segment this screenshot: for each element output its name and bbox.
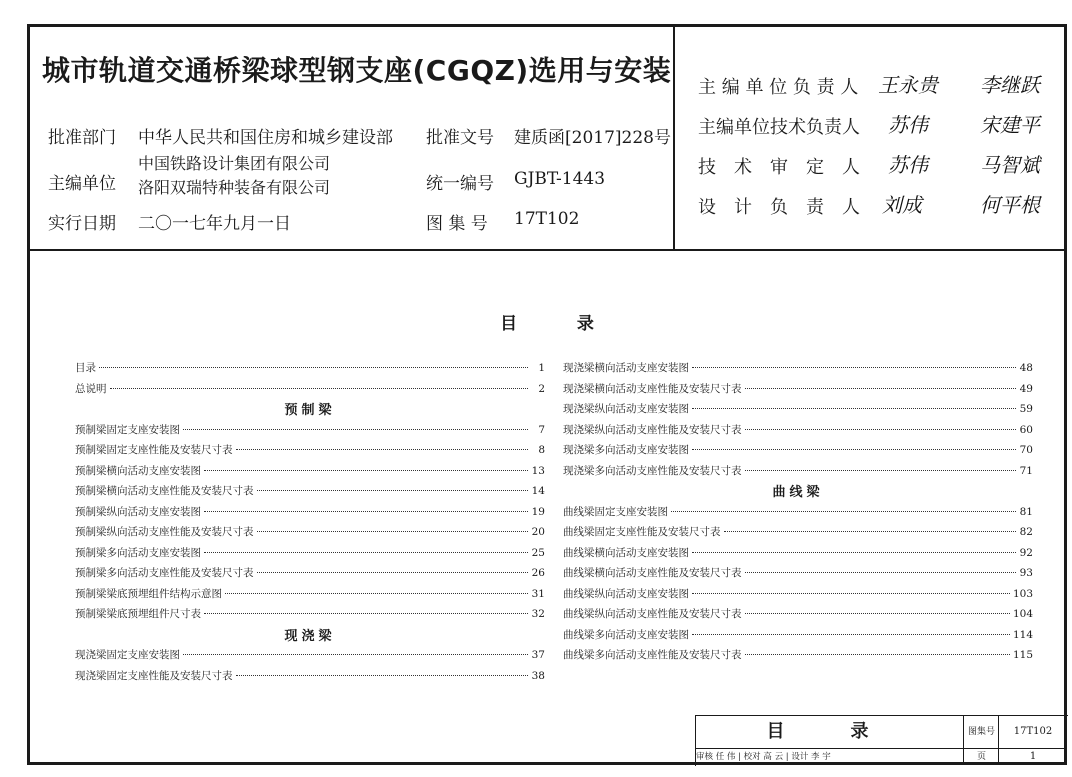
toc-entry-title: 现浇梁多向活动支座性能及安装尺寸表	[563, 464, 742, 477]
toc-entry-title: 预制梁固定支座安装图	[75, 423, 180, 436]
toc-entry[interactable]	[75, 463, 545, 484]
toc-entry-page: 92	[1019, 546, 1033, 559]
toc-entry-title: 曲线梁横向活动支座安装图	[563, 546, 689, 559]
resp-label-1: 主 编 单 位 负 责 人	[698, 77, 859, 98]
toc-entry[interactable]	[75, 606, 545, 627]
toc-entry-page: 70	[1019, 444, 1033, 456]
editor-unit-label: 主编单位	[48, 174, 116, 194]
toc-dot-leader	[204, 511, 528, 512]
unified-no-label: 统一编号	[426, 174, 494, 194]
atlas-title: 城市轨道交通桥梁球型钢支座(CGQZ)选用与安装	[42, 54, 672, 87]
toc-entry-page: 32	[531, 608, 545, 620]
toc-entry[interactable]	[563, 504, 1033, 525]
title-block	[695, 715, 1068, 766]
header-block	[30, 27, 1064, 251]
toc-entry[interactable]	[563, 524, 1033, 545]
toc-entry-page: 71	[1019, 464, 1033, 477]
toc-entry-title: 预制梁梁底预埋组件尺寸表	[75, 608, 201, 620]
toc-dot-leader	[257, 572, 529, 573]
toc-entry[interactable]	[75, 360, 545, 381]
toc-entry-page: 49	[1019, 382, 1033, 395]
toc-section-heading: 曲线梁	[772, 485, 824, 500]
toc-entry-title: 现浇梁横向活动支座安装图	[563, 362, 689, 374]
toc-entry-page: 115	[1012, 649, 1033, 661]
resp-label-2: 主编单位技术负责人	[698, 117, 860, 138]
approval-dept: 中华人民共和国住房和城乡建设部	[138, 128, 393, 148]
toc-entry-title: 曲线梁横向活动支座性能及安装尺寸表	[563, 567, 742, 579]
atlas-no: 17T102	[514, 209, 580, 229]
toc-dot-leader	[692, 552, 1016, 553]
drawing-frame	[27, 24, 1067, 765]
toc-dot-leader	[671, 511, 1016, 512]
toc-entry[interactable]	[563, 422, 1033, 443]
toc-entry-title: 曲线梁多向活动支座安装图	[563, 628, 689, 641]
toc-entry-title: 预制梁横向活动支座安装图	[75, 464, 201, 477]
toc-entry[interactable]	[563, 401, 1033, 422]
toc-entry-page: 60	[1019, 423, 1033, 436]
toc-dot-leader	[745, 613, 1010, 614]
toc-entry[interactable]	[75, 668, 545, 689]
toc-entry-page: 59	[1019, 403, 1033, 415]
titleblock-page-label: 页	[963, 749, 999, 765]
atlas-no-label: 图 集 号	[426, 214, 488, 234]
titleblock-page: 1	[998, 749, 1067, 765]
resp-label-3: 技 术 审 定 人	[698, 157, 860, 178]
toc-entry[interactable]	[563, 647, 1033, 668]
toc-left-column	[75, 360, 545, 688]
toc-entry-title: 现浇梁纵向活动支座性能及安装尺寸表	[563, 423, 742, 436]
toc-entry-title: 曲线梁纵向活动支座性能及安装尺寸表	[563, 608, 742, 620]
toc-entry-title: 预制梁纵向活动支座安装图	[75, 505, 201, 518]
toc-dot-leader	[745, 654, 1010, 655]
toc-entry-page: 20	[531, 526, 545, 538]
toc-entry-page: 81	[1019, 505, 1033, 518]
toc-section-heading: 预制梁	[284, 403, 336, 418]
toc-entry[interactable]	[75, 524, 545, 545]
toc-entry[interactable]	[563, 360, 1033, 381]
toc-dot-leader	[257, 490, 529, 491]
toc-entry-title: 目录	[75, 362, 96, 374]
signature-4b: 何平根	[980, 193, 1040, 217]
toc-entry-title: 现浇梁纵向活动支座安装图	[563, 403, 689, 415]
toc-entry[interactable]	[563, 586, 1033, 607]
toc-dot-leader	[692, 634, 1010, 635]
toc-dot-leader	[692, 449, 1016, 450]
toc-entry[interactable]	[563, 463, 1033, 484]
toc-entry-page: 25	[531, 546, 545, 559]
titleblock-atlas-label: 图集号	[963, 716, 999, 749]
signature-4a: 刘成	[882, 193, 922, 217]
titleblock-name: 目 录	[696, 716, 963, 749]
toc-dot-leader	[692, 593, 1010, 594]
toc-entry-title: 现浇梁固定支座安装图	[75, 649, 180, 661]
signature-1b: 李继跃	[980, 73, 1040, 97]
toc-entry-title: 总说明	[75, 382, 107, 395]
toc-dot-leader	[745, 470, 1017, 471]
toc-entry[interactable]	[563, 606, 1033, 627]
toc-entry-page: 114	[1012, 628, 1033, 641]
toc-entry[interactable]	[75, 422, 545, 443]
header-divider	[673, 27, 675, 249]
signature-2a: 苏伟	[888, 113, 928, 137]
toc-dot-leader	[110, 388, 529, 389]
impl-date-label: 实行日期	[48, 214, 116, 234]
toc-entry-page: 93	[1019, 567, 1033, 579]
toc-entry[interactable]	[75, 565, 545, 586]
toc-dot-leader	[183, 654, 528, 655]
toc-entry[interactable]	[563, 381, 1033, 402]
toc-dot-leader	[204, 552, 528, 553]
toc-title-a: 目	[500, 314, 518, 334]
approval-doc: 建质函[2017]228号	[514, 128, 671, 148]
editor-unit-1: 中国铁路设计集团有限公司	[138, 154, 331, 173]
toc-entry-title: 现浇梁多向活动支座安装图	[563, 444, 689, 456]
toc-entry-title: 预制梁多向活动支座安装图	[75, 546, 201, 559]
impl-date: 二〇一七年九月一日	[138, 214, 291, 234]
editor-unit-2: 洛阳双瑞特种装备有限公司	[138, 178, 331, 197]
toc-entry-page: 14	[531, 485, 545, 497]
toc-dot-leader	[745, 429, 1017, 430]
toc-entry-title: 曲线梁固定支座安装图	[563, 505, 668, 518]
toc-entry-page: 19	[531, 505, 545, 518]
toc-entry-title: 现浇梁横向活动支座性能及安装尺寸表	[563, 382, 742, 395]
toc-entry[interactable]	[563, 627, 1033, 648]
signature-2b: 宋建平	[980, 113, 1040, 137]
approval-dept-label: 批准部门	[48, 128, 116, 148]
toc-dot-leader	[183, 429, 528, 430]
signature-1a: 王永贵	[878, 73, 938, 97]
toc-entry-page: 82	[1019, 526, 1033, 538]
toc-entry[interactable]	[75, 504, 545, 525]
toc-title-b: 录	[576, 314, 594, 334]
toc-dot-leader	[745, 572, 1017, 573]
toc-entry[interactable]	[75, 586, 545, 607]
toc-dot-leader	[692, 367, 1016, 368]
unified-no: GJBT-1443	[514, 169, 606, 189]
toc-entry-page: 13	[531, 464, 545, 477]
toc-dot-leader	[236, 675, 529, 676]
toc-entry-title: 预制梁多向活动支座性能及安装尺寸表	[75, 567, 254, 579]
toc-entry-page: 48	[1019, 362, 1033, 374]
toc-entry-title: 预制梁纵向活动支座性能及安装尺寸表	[75, 526, 254, 538]
signature-3a: 苏伟	[888, 153, 928, 177]
toc-dot-leader	[236, 449, 529, 450]
toc-entry-page: 8	[538, 444, 545, 456]
toc-entry-page: 7	[538, 423, 545, 436]
approval-doc-label: 批准文号	[426, 128, 494, 148]
toc-entry[interactable]	[75, 381, 545, 402]
toc-dot-leader	[99, 367, 528, 368]
toc-entry-title: 现浇梁固定支座性能及安装尺寸表	[75, 669, 233, 682]
toc-dot-leader	[724, 531, 1017, 532]
toc-right-column	[563, 360, 1033, 668]
toc-entry[interactable]	[75, 442, 545, 463]
titleblock-sign-row: 审核 任 伟 | 校对 高 云 | 设计 李 宇	[696, 752, 831, 762]
toc-dot-leader	[204, 470, 528, 471]
toc-entry[interactable]	[75, 647, 545, 668]
toc-entry[interactable]	[563, 545, 1033, 566]
toc-entry-title: 预制梁固定支座性能及安装尺寸表	[75, 444, 233, 456]
toc-title	[30, 309, 1064, 334]
toc-entry-page: 1	[538, 362, 545, 374]
toc-entry-page: 38	[531, 669, 545, 682]
toc-dot-leader	[225, 593, 528, 594]
toc-dot-leader	[204, 613, 528, 614]
toc-entry-title: 曲线梁纵向活动支座安装图	[563, 587, 689, 600]
toc-entry-title: 预制梁横向活动支座性能及安装尺寸表	[75, 485, 254, 497]
toc-entry-title: 曲线梁多向活动支座性能及安装尺寸表	[563, 649, 742, 661]
toc-dot-leader	[692, 408, 1016, 409]
toc-entry[interactable]	[75, 545, 545, 566]
toc-entry[interactable]	[563, 442, 1033, 463]
toc-entry-page: 37	[531, 649, 545, 661]
toc-entry-title: 预制梁梁底预埋组件结构示意图	[75, 587, 222, 600]
toc-entry-title: 曲线梁固定支座性能及安装尺寸表	[563, 526, 721, 538]
toc-section-heading: 现浇梁	[284, 628, 336, 644]
resp-label-4: 设 计 负 责 人	[698, 197, 860, 218]
toc-entry-page: 26	[531, 567, 545, 579]
toc-entry-page: 2	[538, 382, 545, 395]
toc-dot-leader	[745, 388, 1017, 389]
toc-entry-page: 104	[1012, 608, 1033, 620]
toc-entry[interactable]	[75, 483, 545, 504]
toc-dot-leader	[257, 531, 529, 532]
signature-3b: 马智斌	[980, 153, 1040, 177]
toc-entry-page: 103	[1012, 587, 1033, 600]
titleblock-atlas-no: 17T102	[998, 716, 1067, 749]
toc-entry[interactable]	[563, 565, 1033, 586]
toc-entry-page: 31	[531, 587, 545, 600]
